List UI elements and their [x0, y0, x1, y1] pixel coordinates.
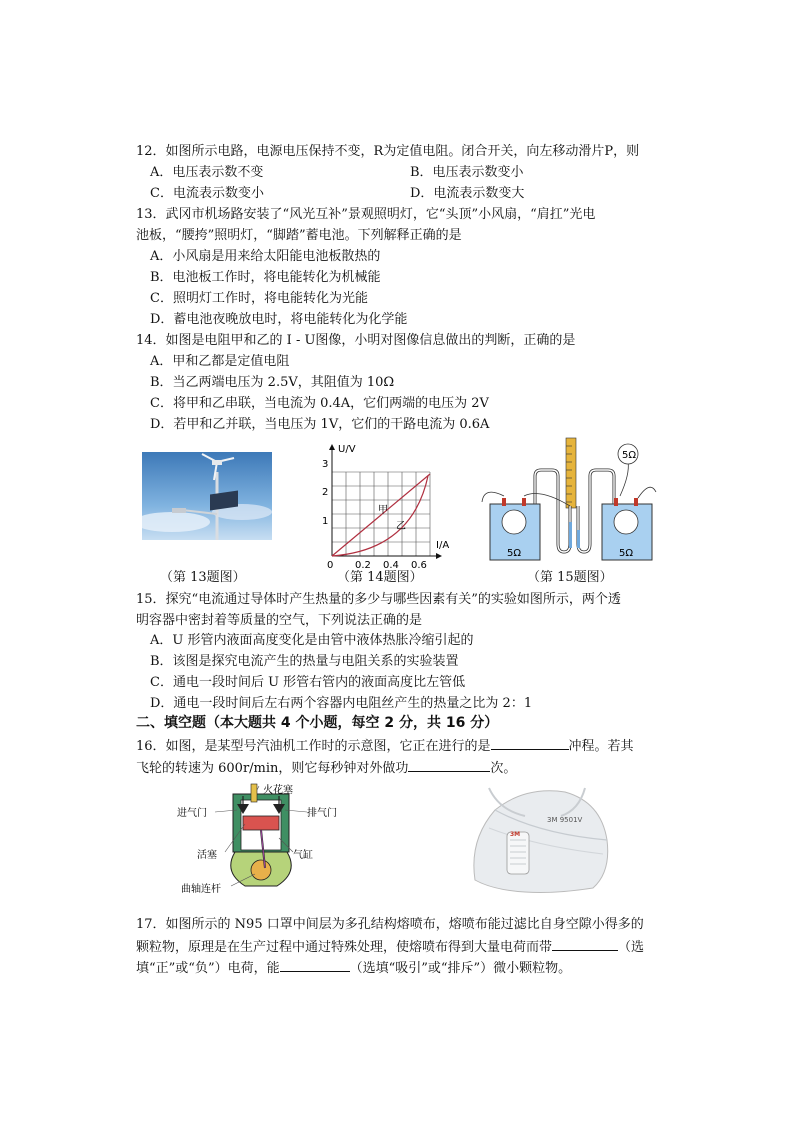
engine-label-piston: 活塞 [197, 850, 217, 861]
mask-valve-brand: 3M [510, 831, 521, 838]
q13-option-b: B．电池板工作时，将电能转化为机械能 [150, 270, 381, 285]
engine-label-intake-valve: 进气门 [177, 808, 207, 819]
q16-line2 [136, 757, 516, 779]
q16-text-part4: 次。 [490, 761, 517, 776]
q15-stem-line2: 明容器中密封着等质量的空气，下列说法正确的是 [136, 613, 423, 628]
q15-option-d: D．通电一段时间后左右两个容器内电阻丝产生的热量之比为 2：1 [150, 696, 533, 711]
engine-label-crank: 曲轴连杆 [181, 884, 221, 895]
q15-option-b: B．该图是探究电流产生的热量与电阻关系的实验装置 [150, 654, 459, 669]
q14-option-d: D．若甲和乙并联，当电压为 1V，它们的干路电流为 0.6A [150, 417, 490, 432]
graph-x-tick-0-6: 0.6 [411, 560, 427, 570]
graph-y-tick-3: 3 [322, 459, 329, 470]
q17-text-part3: （选 [618, 940, 645, 955]
q12-option-d: D．电流表示数变大 [410, 186, 525, 201]
q13-option-a: A．小风扇是用来给太阳能电池板散热的 [150, 249, 381, 264]
q17-line1: 17．如图所示的 N95 口罩中间层为多孔结构熔喷布，熔喷布能过滤比自身空隙小得多的 [136, 917, 644, 932]
fig15-right-resistor-label: 5Ω [619, 548, 634, 559]
q15-stem-line1: 15．探究“电流通过导体时产生热量的多少与哪些因素有关”的实验如图所示，两个透 [136, 592, 621, 607]
q12-stem: 12．如图所示电路，电源电压保持不变，R为定值电阻。闭合开关，向左移动滑片P，则 [136, 144, 640, 159]
q16-line1 [136, 735, 634, 757]
q16-blank-stroke[interactable] [491, 735, 569, 750]
graph-x-tick-0: 0 [327, 560, 334, 570]
q17-line2 [136, 936, 644, 958]
graph-x-axis-label: I/A [436, 540, 450, 551]
q13-option-c: C．照明灯工作时，将电能转化为光能 [150, 291, 368, 306]
fig13-caption: （第 13题图） [160, 570, 246, 585]
graph-x-tick-0-4: 0.4 [383, 560, 399, 570]
q14-stem: 14．如图是电阻甲和乙的 I - U图像，小明对图像信息做出的判断，正确的是 [136, 333, 576, 348]
iu-graph [310, 440, 460, 570]
q14-option-c: C．将甲和乙串联，当电流为 0.4A，它们两端的电压为 2V [150, 396, 489, 411]
fig15-left-resistor-label: 5Ω [507, 548, 522, 559]
engine-label-exhaust-valve: 排气门 [307, 808, 337, 819]
n95-mask-photo [465, 780, 613, 895]
graph-y-tick-2: 2 [322, 487, 329, 498]
q17-line3 [136, 957, 571, 979]
q12-option-b: B．电压表示数变小 [410, 165, 524, 180]
q17-text-part2: 颗粒物，原理是在生产过程中通过特殊处理，使熔喷布得到大量电荷而带 [136, 940, 553, 955]
q12-option-c: C．电流表示数变小 [150, 186, 264, 201]
wind-solar-light-photo [142, 452, 272, 540]
graph-x-tick-0-2: 0.2 [355, 560, 371, 570]
q14-option-a: A．甲和乙都是定值电阻 [150, 354, 290, 369]
graph-y-axis-label: U/V [338, 444, 356, 455]
graph-label-yi: 乙 [396, 521, 406, 532]
q15-option-a: A．U 形管内液面高度变化是由管中液体热胀冷缩引起的 [150, 633, 474, 648]
fig14-caption: （第 14题图） [337, 570, 423, 585]
section-2-heading: 二、填空题（本大题共 4 个小题，每空 2 分，共 16 分） [136, 715, 499, 731]
engine-label-spark-plug: 火花塞 [263, 785, 293, 796]
q17-text-part5: （选填“吸引”或“排斥”）微小颗粒物。 [349, 961, 572, 976]
q13-stem-line1: 13．武冈市机场路安装了“风光互补”景观照明灯，它“头顶”小风扇，“肩扛”光电 [136, 207, 596, 222]
q16-text-part3: 飞轮的转速为 600r/min，则它每秒钟对外做功 [136, 761, 409, 776]
mask-model-text: 3M 9501V [547, 816, 583, 824]
q12-option-a: A．电压表示数不变 [150, 165, 264, 180]
engine-label-cylinder: 气缸 [293, 850, 313, 861]
q15-option-c: C．通电一段时间后 U 形管右管内的液面高度比左管低 [150, 675, 466, 690]
fig15-caption: （第 15题图） [527, 570, 613, 585]
q14-option-b: B．当乙两端电压为 2.5V，其阻值为 10Ω [150, 375, 395, 390]
q17-blank-attract-repel[interactable] [280, 957, 350, 972]
q13-stem-line2: 池板，“腰挎”照明灯，“脚踏”蓄电池。下列解释正确的是 [136, 228, 462, 243]
q16-blank-work-count[interactable] [408, 757, 490, 772]
gasoline-engine-diagram [175, 782, 345, 897]
q16-text-part1: 16．如图，是某型号汽油机工作时的示意图，它正在进行的是 [136, 739, 491, 754]
q17-text-part4: 填“正”或“负”）电荷，能 [136, 961, 280, 976]
fig15-top-resistor-label: 5Ω [622, 450, 637, 461]
q16-text-part2: 冲程。若其 [568, 739, 634, 754]
joule-heating-apparatus [480, 436, 660, 566]
graph-label-jia: 甲 [378, 505, 388, 516]
q17-blank-charge[interactable] [552, 936, 618, 951]
q13-option-d: D．蓄电池夜晚放电时，将电能转化为化学能 [150, 312, 408, 327]
graph-y-tick-1: 1 [322, 516, 329, 527]
